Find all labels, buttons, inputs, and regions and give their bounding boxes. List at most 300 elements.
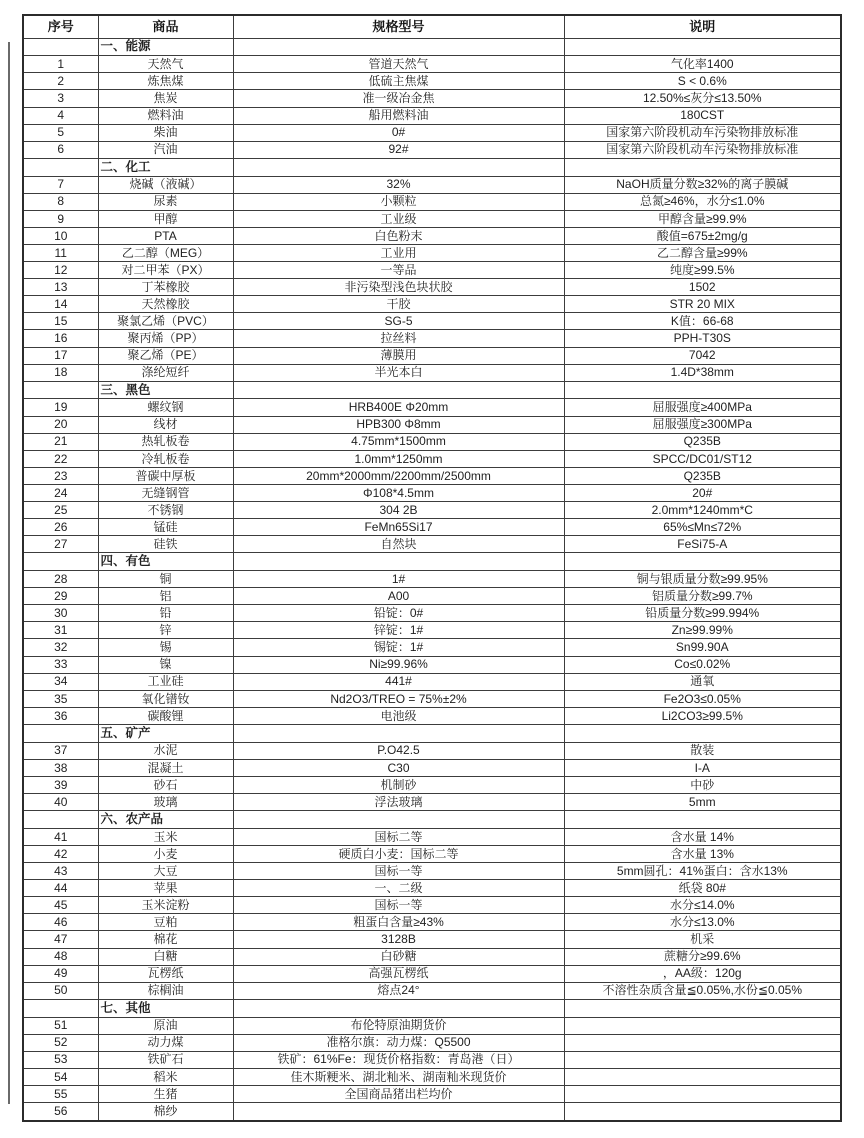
table-row [23,897,841,914]
row-number-cell: 23 [23,467,98,484]
commodity-cell: 铁矿石 [98,1051,233,1068]
desc-cell: 65%≤Mn≤72% [564,519,841,536]
desc-cell: ，AA级：120g [564,965,841,982]
desc-cell: 散装 [564,742,841,759]
spec-cell [233,158,564,176]
table-row [23,399,841,416]
desc-cell [564,724,841,742]
commodity-cell: 锰硅 [98,519,233,536]
category-title: 三、黑色 [98,381,233,399]
table-row [23,364,841,381]
desc-cell: SPCC/DC01/ST12 [564,450,841,467]
spec-cell: SG-5 [233,313,564,330]
category-title: 五、矿产 [98,724,233,742]
row-number-cell [23,158,98,176]
row-number-cell: 16 [23,330,98,347]
table-row [23,776,841,793]
category-title: 六、农产品 [98,811,233,829]
commodity-cell: 锌 [98,622,233,639]
spec-cell: 441# [233,673,564,690]
table-row [23,193,841,210]
spec-cell: 国标一等 [233,897,564,914]
spec-cell: 机制砂 [233,776,564,793]
desc-cell [564,1017,841,1034]
row-number-cell: 18 [23,364,98,381]
spec-cell: 304 2B [233,502,564,519]
row-number-cell: 43 [23,863,98,880]
row-number-cell [23,553,98,571]
commodity-cell: 硅铁 [98,536,233,553]
table-row [23,450,841,467]
category-title: 四、有色 [98,553,233,571]
table-row [23,690,841,707]
desc-cell: 2.0mm*1240mm*C [564,502,841,519]
spec-cell: 准一级冶金焦 [233,90,564,107]
spec-cell: 3128B [233,931,564,948]
row-number-cell: 17 [23,347,98,364]
row-number-cell: 50 [23,982,98,999]
table-row [23,73,841,90]
commodity-cell: 稻米 [98,1068,233,1085]
desc-cell: 水分≤13.0% [564,914,841,931]
row-number-cell: 22 [23,450,98,467]
row-number-cell: 9 [23,210,98,227]
commodity-cell: 镍 [98,656,233,673]
row-number-cell: 49 [23,965,98,982]
commodity-cell: 大豆 [98,863,233,880]
desc-cell: I-A [564,759,841,776]
spec-cell: 准格尔旗：动力煤：Q5500 [233,1034,564,1051]
table-row [23,210,841,227]
desc-cell: 甲醇含量≥99.9% [564,210,841,227]
category-title: 一、能源 [98,38,233,56]
spec-cell: 佳木斯粳米、湖北籼米、湖南籼米现货价 [233,1068,564,1085]
spec-cell: 白砂糖 [233,948,564,965]
desc-cell: 铅质量分数≥99.994% [564,605,841,622]
row-number-cell: 12 [23,262,98,279]
commodity-cell: 涤纶短纤 [98,364,233,381]
row-number-cell: 27 [23,536,98,553]
row-number-cell: 47 [23,931,98,948]
table-row [23,759,841,776]
table-row [23,982,841,999]
spec-cell [233,811,564,829]
spec-cell: P.O42.5 [233,742,564,759]
spec-cell: 高强瓦楞纸 [233,965,564,982]
category-row [23,158,841,176]
commodity-cell: 普碳中厚板 [98,467,233,484]
desc-cell: Fe2O3≤0.05% [564,690,841,707]
commodity-cell: 豆粕 [98,914,233,931]
row-number-cell [23,38,98,56]
row-number-cell: 13 [23,279,98,296]
spec-cell: 非污染型浅色块状胶 [233,279,564,296]
row-number-cell: 41 [23,828,98,845]
desc-cell [564,1068,841,1085]
spec-cell [233,38,564,56]
desc-cell [564,999,841,1017]
table-row [23,330,841,347]
spec-cell: 低硫主焦煤 [233,73,564,90]
desc-cell: 通氧 [564,673,841,690]
row-number-cell: 19 [23,399,98,416]
desc-cell: STR 20 MIX [564,296,841,313]
spec-cell: 锡锭：1# [233,639,564,656]
row-number-cell: 2 [23,73,98,90]
commodity-cell: 水泥 [98,742,233,759]
table-row [23,707,841,724]
row-number-cell: 29 [23,588,98,605]
spec-cell [233,999,564,1017]
spec-cell: 国标一等 [233,863,564,880]
commodity-cell: PTA [98,227,233,244]
spec-cell: Nd2O3/TREO = 75%±2% [233,690,564,707]
table-row [23,467,841,484]
desc-cell: 铝质量分数≥99.7% [564,588,841,605]
desc-cell: Q235B [564,467,841,484]
table-row [23,124,841,141]
spec-cell: 布伦特原油期货价 [233,1017,564,1034]
row-number-cell: 38 [23,759,98,776]
row-number-cell: 42 [23,845,98,862]
spec-cell: 0# [233,124,564,141]
desc-cell [564,1103,841,1121]
commodity-cell: 棕榈油 [98,982,233,999]
desc-cell: 5mm圆孔：41%蛋白：含水13% [564,863,841,880]
commodity-cell: 原油 [98,1017,233,1034]
spec-cell: Ni≥99.96% [233,656,564,673]
header-cell-description: 说明 [564,15,841,38]
commodity-cell: 螺纹钢 [98,399,233,416]
desc-cell: K值：66-68 [564,313,841,330]
desc-cell [564,553,841,571]
desc-cell: 180CST [564,107,841,124]
category-row [23,38,841,56]
table-row [23,347,841,364]
spec-cell: 管道天然气 [233,56,564,73]
row-number-cell: 44 [23,880,98,897]
desc-cell: 酸值=675±2mg/g [564,227,841,244]
row-number-cell: 21 [23,433,98,450]
commodity-cell: 玻璃 [98,793,233,810]
spec-cell: 浮法玻璃 [233,793,564,810]
spec-cell: A00 [233,588,564,605]
spec-cell: 小颗粒 [233,193,564,210]
table-row [23,1103,841,1121]
row-number-cell: 36 [23,707,98,724]
row-number-cell: 54 [23,1068,98,1085]
table-row [23,107,841,124]
table-row [23,880,841,897]
desc-cell [564,1085,841,1102]
spec-cell: 20mm*2000mm/2200mm/2500mm [233,467,564,484]
spec-cell: 4.75mm*1500mm [233,433,564,450]
spec-cell: 1.0mm*1250mm [233,450,564,467]
spec-cell: 半光本白 [233,364,564,381]
table-row [23,948,841,965]
desc-cell [564,38,841,56]
spec-cell [233,553,564,571]
row-number-cell: 4 [23,107,98,124]
commodity-cell: 聚乙烯（PE） [98,347,233,364]
desc-cell: Q235B [564,433,841,450]
table-row [23,1085,841,1102]
table-row [23,605,841,622]
table-row [23,416,841,433]
row-number-cell: 39 [23,776,98,793]
row-number-cell: 1 [23,56,98,73]
commodity-cell: 锡 [98,639,233,656]
desc-cell: 1.4D*38mm [564,364,841,381]
spec-cell [233,724,564,742]
table-row [23,673,841,690]
row-number-cell: 46 [23,914,98,931]
header-row [23,15,841,38]
row-number-cell: 32 [23,639,98,656]
row-number-cell: 6 [23,141,98,158]
desc-cell: 纯度≥99.5% [564,262,841,279]
table-row [23,639,841,656]
commodity-cell: 棉纱 [98,1103,233,1121]
table-row [23,433,841,450]
spec-cell: 国标二等 [233,828,564,845]
commodity-cell: 不锈钢 [98,502,233,519]
commodity-cell: 铝 [98,588,233,605]
commodity-spec-table [22,14,842,1122]
commodity-cell: 碳酸锂 [98,707,233,724]
row-number-cell: 56 [23,1103,98,1121]
commodity-cell: 线材 [98,416,233,433]
desc-cell: 总氮≥46%，水分≤1.0% [564,193,841,210]
desc-cell: Co≤0.02% [564,656,841,673]
desc-cell: 5mm [564,793,841,810]
desc-cell: Li2CO3≥99.5% [564,707,841,724]
table-row [23,571,841,588]
header-cell-commodity: 商品 [98,15,233,38]
spec-cell: 1# [233,571,564,588]
spec-cell: 白色粉末 [233,227,564,244]
row-number-cell [23,999,98,1017]
commodity-cell: 铜 [98,571,233,588]
spec-cell: 32% [233,176,564,193]
desc-cell: 国家第六阶段机动车污染物排放标准 [564,141,841,158]
desc-cell [564,1051,841,1068]
row-number-cell: 30 [23,605,98,622]
table-row [23,519,841,536]
commodity-cell: 无缝钢管 [98,484,233,501]
table-header [23,15,841,38]
desc-cell [564,381,841,399]
commodity-cell: 柴油 [98,124,233,141]
header-cell-spec: 规格型号 [233,15,564,38]
row-number-cell: 5 [23,124,98,141]
table-row [23,656,841,673]
row-number-cell: 51 [23,1017,98,1034]
category-row [23,999,841,1017]
row-number-cell: 10 [23,227,98,244]
desc-cell: 机采 [564,931,841,948]
commodity-cell: 尿素 [98,193,233,210]
page-edge-line [8,42,10,1104]
table-row [23,588,841,605]
desc-cell: Sn99.90A [564,639,841,656]
desc-cell: 含水量 14% [564,828,841,845]
table-row [23,742,841,759]
commodity-cell: 焦炭 [98,90,233,107]
desc-cell: 1502 [564,279,841,296]
desc-cell: 屈服强度≥300MPa [564,416,841,433]
category-row [23,811,841,829]
commodity-cell: 冷轧板卷 [98,450,233,467]
commodity-cell: 铅 [98,605,233,622]
commodity-cell: 丁苯橡胶 [98,279,233,296]
commodity-cell: 对二甲苯（PX） [98,262,233,279]
desc-cell: 中砂 [564,776,841,793]
desc-cell: 含水量 13% [564,845,841,862]
spec-cell: 工业级 [233,210,564,227]
spec-cell: FeMn65Si17 [233,519,564,536]
row-number-cell: 48 [23,948,98,965]
commodity-cell: 烧碱（液碱） [98,176,233,193]
table-row [23,1068,841,1085]
spec-cell: 一、二级 [233,880,564,897]
desc-cell: NaOH质量分数≥32%的离子膜碱 [564,176,841,193]
commodity-cell: 热轧板卷 [98,433,233,450]
desc-cell: 20# [564,484,841,501]
desc-cell: Zn≥99.99% [564,622,841,639]
row-number-cell: 24 [23,484,98,501]
category-title: 七、其他 [98,999,233,1017]
spec-cell: 干胶 [233,296,564,313]
table-row [23,313,841,330]
spec-cell: 铁矿：61%Fe：现货价格指数：青岛港（日） [233,1051,564,1068]
table-row [23,502,841,519]
row-number-cell: 8 [23,193,98,210]
commodity-cell: 汽油 [98,141,233,158]
spec-cell: C30 [233,759,564,776]
table-row [23,828,841,845]
desc-cell [564,1034,841,1051]
commodity-cell: 氧化镨钕 [98,690,233,707]
desc-cell: 乙二醇含量≥99% [564,244,841,261]
desc-cell: 国家第六阶段机动车污染物排放标准 [564,124,841,141]
desc-cell: 气化率1400 [564,56,841,73]
commodity-cell: 白糖 [98,948,233,965]
category-row [23,381,841,399]
table-row [23,262,841,279]
table-row [23,1034,841,1051]
row-number-cell: 35 [23,690,98,707]
row-number-cell: 55 [23,1085,98,1102]
table-row [23,279,841,296]
row-number-cell [23,811,98,829]
category-title: 二、化工 [98,158,233,176]
desc-cell: 水分≤14.0% [564,897,841,914]
row-number-cell: 26 [23,519,98,536]
row-number-cell: 28 [23,571,98,588]
row-number-cell [23,724,98,742]
row-number-cell: 34 [23,673,98,690]
spec-cell [233,1103,564,1121]
category-row [23,724,841,742]
row-number-cell: 25 [23,502,98,519]
commodity-cell: 玉米 [98,828,233,845]
row-number-cell: 33 [23,656,98,673]
table-row [23,536,841,553]
desc-cell: 纸袋 80# [564,880,841,897]
desc-cell: PPH-T30S [564,330,841,347]
spec-cell: 船用燃料油 [233,107,564,124]
commodity-cell: 燃料油 [98,107,233,124]
row-number-cell: 11 [23,244,98,261]
commodity-cell: 乙二醇（MEG） [98,244,233,261]
row-number-cell [23,381,98,399]
commodity-cell: 聚氯乙烯（PVC） [98,313,233,330]
desc-cell: 铜与银质量分数≥99.95% [564,571,841,588]
spec-cell: 全国商品猪出栏均价 [233,1085,564,1102]
table-row [23,56,841,73]
spec-cell: 锌锭：1# [233,622,564,639]
row-number-cell: 53 [23,1051,98,1068]
desc-cell: S < 0.6% [564,73,841,90]
desc-cell: 不溶性杂质含量≦0.05%,水份≦0.05% [564,982,841,999]
row-number-cell: 15 [23,313,98,330]
desc-cell: FeSi75-A [564,536,841,553]
table-row [23,965,841,982]
spec-cell: 电池级 [233,707,564,724]
spec-cell: 拉丝料 [233,330,564,347]
spec-cell: HRB400E Φ20mm [233,399,564,416]
row-number-cell: 20 [23,416,98,433]
commodity-cell: 瓦楞纸 [98,965,233,982]
desc-cell [564,158,841,176]
spec-cell: 工业用 [233,244,564,261]
spec-cell: 熔点24° [233,982,564,999]
row-number-cell: 14 [23,296,98,313]
table-row [23,1051,841,1068]
table-row [23,484,841,501]
table-row [23,141,841,158]
table-row [23,1017,841,1034]
commodity-cell: 棉花 [98,931,233,948]
commodity-cell: 小麦 [98,845,233,862]
table-row [23,227,841,244]
commodity-cell: 动力煤 [98,1034,233,1051]
table-row [23,863,841,880]
row-number-cell: 40 [23,793,98,810]
desc-cell: 12.50%≤灰分≤13.50% [564,90,841,107]
row-number-cell: 31 [23,622,98,639]
spec-cell: HPB300 Φ8mm [233,416,564,433]
spec-cell: 铅锭：0# [233,605,564,622]
commodity-cell: 聚丙烯（PP） [98,330,233,347]
table-row [23,914,841,931]
category-row [23,553,841,571]
row-number-cell: 37 [23,742,98,759]
desc-cell: 屈服强度≥400MPa [564,399,841,416]
commodity-cell: 苹果 [98,880,233,897]
commodity-cell: 生猪 [98,1085,233,1102]
table-row [23,931,841,948]
commodity-cell: 炼焦煤 [98,73,233,90]
commodity-cell: 混凝土 [98,759,233,776]
spec-cell: 薄膜用 [233,347,564,364]
commodity-cell: 天然气 [98,56,233,73]
desc-cell [564,811,841,829]
table-row [23,176,841,193]
row-number-cell: 7 [23,176,98,193]
row-number-cell: 3 [23,90,98,107]
